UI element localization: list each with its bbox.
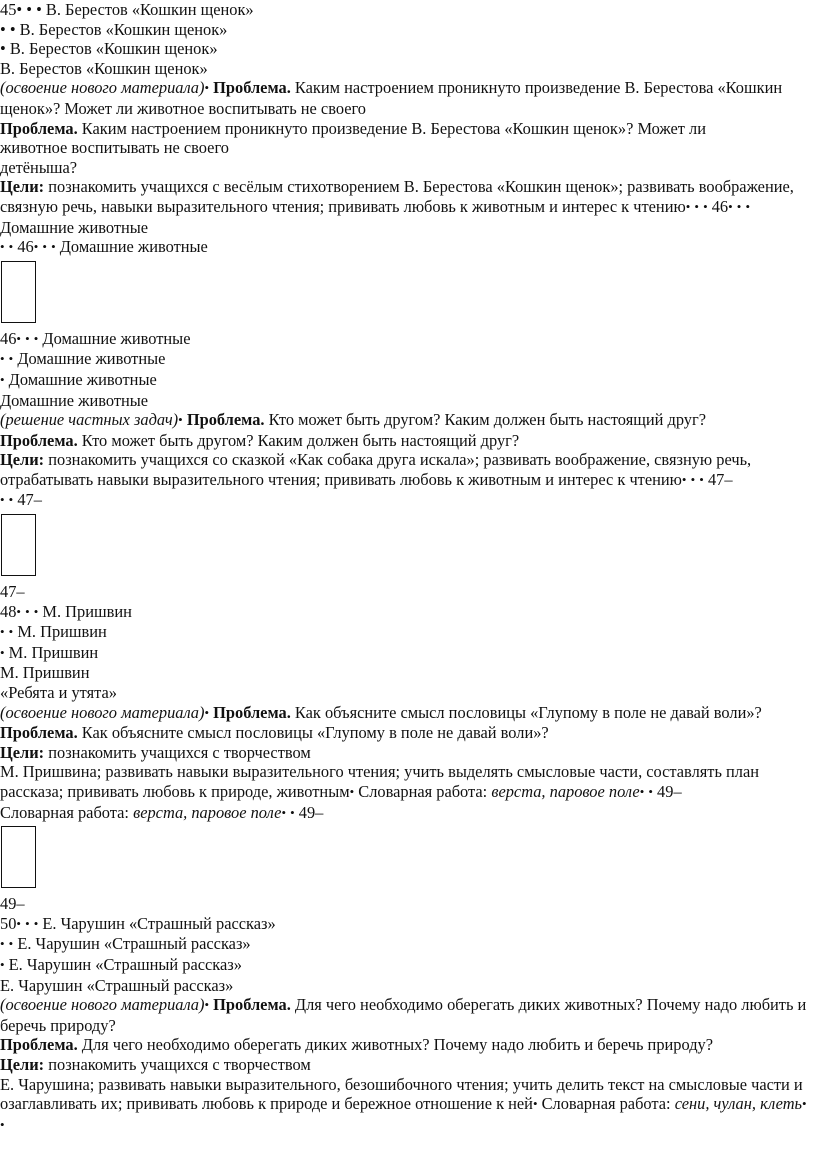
vocab-label: Словарная работа: [541,1094,671,1114]
bullet-icon: • [16,915,21,931]
lesson-title: Е. Чарушин «Страшный рассказ» [8,954,242,974]
bullet-icon: • [51,239,56,255]
bullet-icon: • [0,644,5,660]
lesson-48-problem [0,703,812,724]
goals-label: Цели: [0,1054,45,1074]
lesson-45-goals [0,177,812,237]
goals-text: М. Пришвина; развивать навыки выразительного чтения; учить выделять смысловые части, составлять план рассказа; прививать любовь к природе, животным [0,762,760,801]
lesson-46-preview [0,237,812,258]
problem-text: Кто может быть другом? Каким должен быть настоящий друг? [81,430,520,450]
bullet-icon: • [703,198,708,214]
lesson-number: 47– [17,490,42,510]
bullet-icon: • [0,492,5,508]
lesson-title: Домашние животные [8,369,157,389]
lesson-46-heading [0,329,812,350]
problem-text: Для чего необходимо оберегать диких животных? Почему надо любить и беречь природу? [81,1035,714,1055]
bullet-icon: • [802,1096,807,1112]
lesson-48-author-repeat [0,622,812,643]
lesson-50-title-repeat: Е. Чарушин «Страшный рассказ» [0,975,234,995]
lesson-number: 50 [0,913,17,933]
lesson-46-title-repeat [0,349,812,370]
lesson-46-title-repeat [0,370,812,391]
lesson-type: (освоение нового материала) [0,78,205,98]
lesson-45-title-repeat: • В. Берестов «Кошкин щенок» [0,39,218,59]
lesson-47-preview [0,490,812,511]
bullet-icon: • [178,412,183,428]
lesson-type: (освоение нового материала) [0,702,205,722]
bullet-icon: • [25,915,30,931]
goals-label: Цели: [0,177,45,197]
lesson-48-author-repeat [0,643,812,664]
problem-text: Как объясните смысл пословицы «Глупому в поле не давай воли»? [81,723,549,743]
bullet-icon: • [690,471,696,487]
next-lesson-number: 49– [298,802,324,822]
lesson-45-title-repeat: • • В. Берестов «Кошкин щенок» [0,19,228,39]
lesson-title: • • • В. Берестов «Кошкин щенок» [16,0,254,19]
problem-text: Кто может быть другом? Каким должен быть настоящий друг? [268,410,707,430]
bullet-icon: • [25,603,30,619]
bullet-icon: • [8,936,14,952]
bullet-icon: • [25,330,30,346]
bullet-icon: • [204,997,210,1013]
bullet-icon: • [699,471,704,487]
lesson-number: 46 [0,328,17,348]
lesson-number: 45 [0,0,17,19]
vocab-label: Словарная работа: [0,802,129,822]
problem-label: Проблема. [0,118,78,138]
bullet-icon: • [0,239,5,255]
goals-text: познакомить учащихся с творчеством [48,1054,311,1074]
bullet-icon: • [349,784,355,799]
bullet-icon: • [8,492,14,508]
lesson-author: М. Пришвин [42,601,132,621]
bullet-icon: • [42,239,47,255]
bullet-icon: • [736,198,742,214]
lesson-50-title-repeat [0,934,812,955]
empty-image-frame [1,261,36,323]
vocab-words: верста, паровое поле [491,782,640,801]
problem-text: Каким настроением проникнуто произведение В. Берестова «Кошкин щенок»? Может ли животное воспитывать не своего [0,78,783,118]
bullet-icon: • [16,603,21,619]
lesson-46-problem [0,410,812,431]
lesson-50-heading [0,914,812,935]
lesson-49-heading: 49– [0,894,25,914]
lesson-title: Домашние животные [17,349,166,369]
problem-label: Проблема. [213,995,291,1015]
problem-text: Для чего необходимо оберегать диких животных? Почему надо любить и беречь природу? [0,995,807,1035]
lesson-48-author-repeat: М. Пришвин [0,663,90,683]
problem-label: Проблема. [0,1035,78,1055]
next-lesson-number: 49– [657,782,682,801]
bullet-icon: • [8,624,14,640]
problem-text: Каким настроением проникнуто произведение В. Берестова «Кошкин щенок»? Может ли [81,118,707,138]
lesson-48-story-title: «Ребята и утята» [0,683,117,703]
problem-text: Как объясните смысл пословицы «Глупому в поле не давай воли»? [294,702,762,722]
empty-image-frame [1,826,36,888]
goals-label: Цели: [0,450,45,470]
bullet-icon: • [0,936,5,952]
bullet-icon: • [204,80,210,96]
lesson-46-title-repeat: Домашние животные [0,390,149,410]
vocab-words: сени, чулан, клеть [674,1094,802,1114]
empty-image-frame [1,514,36,576]
goals-label: Цели: [0,742,45,762]
bullet-icon: • [0,351,5,367]
lesson-46-goals [0,450,812,490]
lesson-50-problem [0,995,812,1035]
goals-text: познакомить учащихся с весёлым стихотворением В. Берестова «Кошкин щенок»; развивать воображение, связную речь, навыки выразительного чтения; прививать любовь к животным и интерес к чтению [0,177,794,216]
goals-text: познакомить учащихся со сказкой «Как собака друга искала»; развивать воображение, связную речь, отрабатывать навыки выразительного чтения; прививать любовь к животным и интерес к чтению [0,450,752,489]
lesson-45-title-repeat: В. Берестов «Кошкин щенок» [0,58,208,78]
lesson-48-vocab-repeat [0,803,812,824]
next-lesson-number: 47– [707,469,733,489]
bullet-icon: • [33,603,39,619]
bullet-icon: • [281,804,286,820]
bullet-icon: • [0,956,5,972]
bullet-icon: • [16,330,21,346]
problem-text-continued: детёныша? [0,157,78,177]
lesson-48-heading [0,602,812,623]
bullet-icon: • [745,198,751,214]
bullet-icon: • [33,915,39,931]
bullet-icon: • [0,1116,5,1132]
lesson-45-heading [0,0,812,20]
lesson-45-problem [0,78,812,118]
bullet-icon: • [8,239,14,255]
bullet-icon: • [0,624,5,640]
problem-label: Проблема. [0,430,78,450]
problem-label: Проблема. [186,410,265,430]
lesson-45-problem-repeat [0,119,812,139]
problem-label: Проблема. [213,78,291,98]
lesson-number: 46 [17,237,34,257]
lesson-46-problem-repeat [0,431,812,451]
lesson-author: М. Пришвин [17,622,107,642]
bullet-icon: • [0,371,5,387]
bullet-icon: • [33,239,39,255]
lesson-number: 48 [0,601,17,621]
bullet-icon: • [728,198,733,214]
lesson-50-problem-repeat [0,1035,812,1055]
goals-text: познакомить учащихся с творчеством [48,742,311,762]
vocab-words: верста, паровое поле [133,802,282,822]
lesson-title: Домашние животные [42,328,191,348]
bullet-icon: • [290,804,295,820]
bullet-icon: • [694,198,699,214]
bullet-icon: • [685,198,691,214]
lesson-title: Е. Чарушин «Страшный рассказ» [17,934,251,954]
lesson-50-goals-continued [0,1075,812,1136]
next-lesson-number: 46 [711,196,729,216]
vocab-label: Словарная работа: [358,782,488,801]
lesson-50-goals [0,1055,812,1075]
lesson-type: (освоение нового материала) [0,995,205,1015]
next-lesson-title: Домашние животные [0,217,149,237]
lesson-48-problem-repeat [0,723,812,743]
problem-label: Проблема. [0,723,78,743]
bullet-icon: • [681,471,687,487]
lesson-48-goals [0,743,812,763]
lesson-author: М. Пришвин [8,642,99,662]
lesson-50-title-repeat [0,955,812,976]
lesson-47-heading: 47– [0,582,25,602]
bullet-icon: • [639,784,645,799]
problem-text-continued: животное воспитывать не своего [0,138,229,158]
problem-label: Проблема. [213,702,291,722]
bullet-icon: • [532,1096,538,1112]
lesson-48-goals-continued [0,762,812,802]
bullet-icon: • [204,704,210,720]
bullet-icon: • [8,351,14,367]
lesson-title: Домашние животные [59,237,208,257]
bullet-icon: • [648,784,653,799]
lesson-title: Е. Чарушин «Страшный рассказ» [42,913,276,933]
lesson-type: (решение частных задач) [0,410,179,430]
goals-text: Е. Чарушина; развивать навыки выразительного, безошибочного чтения; учить делить текст на смысловые части и озаглавливать их; прививать любовь к природе и бережное отношение к ней [0,1074,803,1114]
bullet-icon: • [33,330,39,346]
